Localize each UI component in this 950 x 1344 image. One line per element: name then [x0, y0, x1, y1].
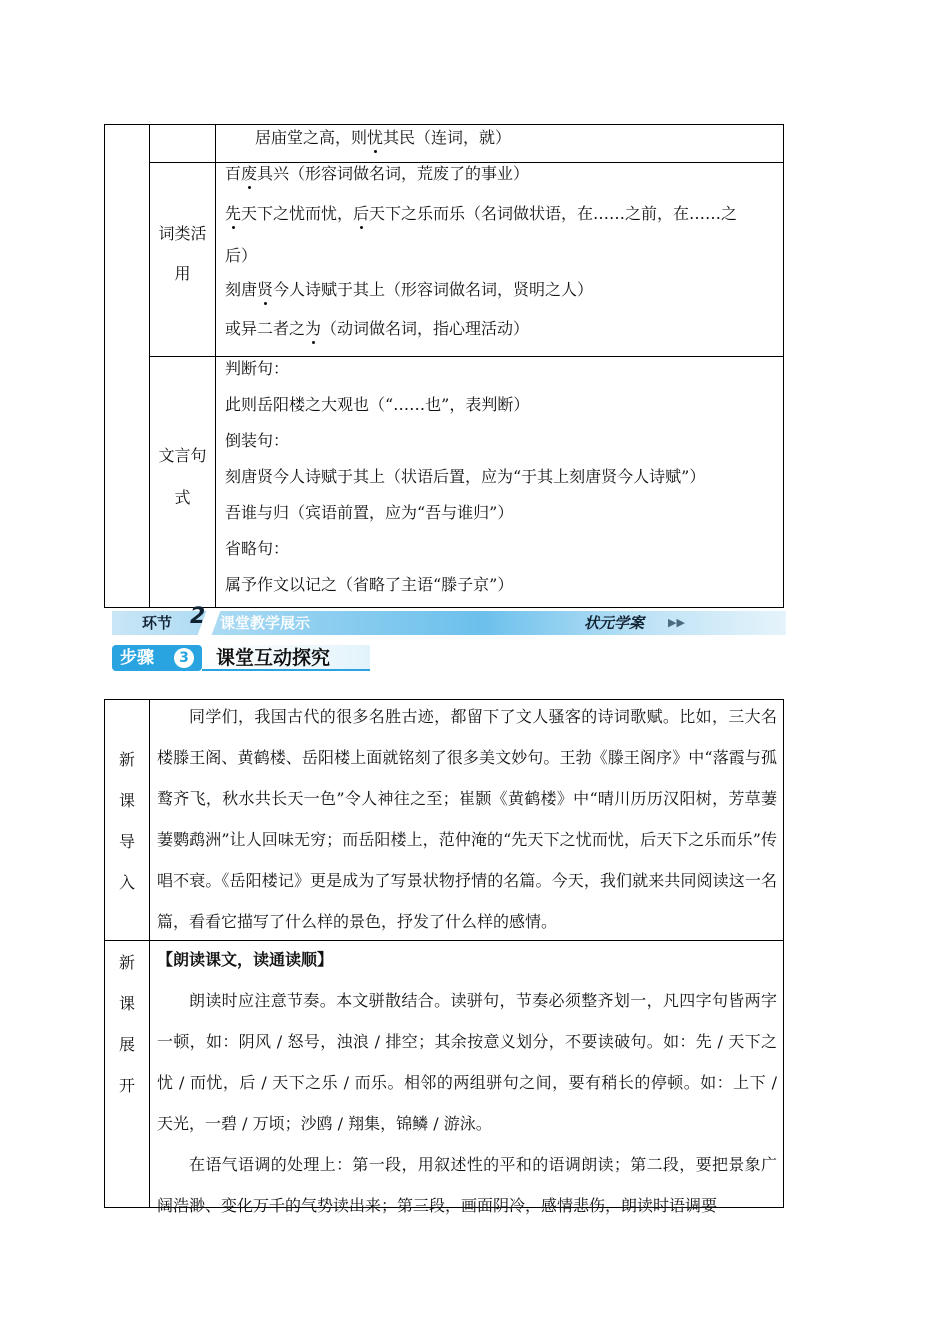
table-cell-text: 后） [225, 246, 258, 265]
row-label-char: 课 [118, 994, 135, 1013]
intro-paragraph: 同学们，我国古代的很多名胜古迹，都留下了文人骚客的诗词歌赋。比如，三大名楼滕王阁、黄鹤楼、岳阳楼上面就铭刻了很多美文妙句。王勃《滕王阁序》中“落霞与孤鹜齐飞，秋水共长天一色”令人神往之至；崔颢《黄鹤楼》中“晴川历历汉阳树，芳草萋萋鹦鹉洲”让人回味无穷；而岳阳楼上，范仲淹的“先天下之忧而忧，后天下之乐而乐”传唱不衰。《岳阳楼记》更是成为了写景状物抒情的名篇。今天，我们就来共同阅读这一名篇，看看它描写了什么样的景色，抒发了什么样的感情。 [157, 707, 777, 931]
develop-paragraph: 朗读时应注意节奏。本文骈散结合。读骈句，节奏必须整齐划一，凡四字句皆两字一顿，如：阴风 / 怒号，浊浪 / 排空；其余按意义划分，不要读破句。如：先 / 天下之忧 / 而忧，后 / 天下之乐 / 而乐。相邻的两组骈句之间，要有稍长的停顿。如：上下 / 天光，一碧 / 万顷；沙鸥 / 翔集，锦鳞 / 游泳。 [157, 991, 777, 1133]
banner-number: 2 [190, 604, 206, 629]
develop-heading: 【朗读课文，读通读顺】 [157, 950, 334, 969]
table-cell-text: 倒装句： [225, 431, 290, 450]
category-label: 词类活 [158, 224, 207, 243]
row-label-char: 展 [118, 1035, 135, 1054]
table-divider [215, 125, 216, 607]
table-cell-text: 先天下之忧而忧，后天下之乐而乐（名词做状语，在……之前，在……之 [225, 204, 738, 223]
category-label: 式 [174, 488, 191, 507]
table-cell-text: 刻唐贤今人诗赋于其上（状语后置，应为“于其上刻唐贤今人诗赋”） [225, 467, 706, 486]
table-cell-text: 属予作文以记之（省略了主语“滕子京”） [225, 575, 514, 594]
banner-prefix: 环节 [142, 614, 173, 632]
table-divider [149, 125, 150, 607]
category-label: 用 [174, 264, 191, 283]
table-cell-text: 居庙堂之高，则忧其民（连词，就） [255, 128, 512, 147]
step-banner [112, 643, 370, 673]
row-label-char: 导 [118, 832, 135, 851]
table-cell-text: 百废具兴（形容词做名词，荒废了的事业） [225, 164, 530, 183]
table-cell-text: 刻唐贤今人诗赋于其上（形容词做名词，贤明之人） [225, 280, 594, 299]
grammar-table [104, 124, 784, 608]
table-cell-text: 判断句： [225, 359, 290, 378]
banner-title: 课堂教学展示 [220, 614, 311, 632]
step-number: 3 [174, 648, 194, 668]
row-label-char: 入 [118, 873, 135, 892]
table-cell-text: 或异二者之为（动词做名词，指心理活动） [225, 319, 530, 338]
table-cell-text: 吾谁与归（宾语前置，应为“吾与谁归”） [225, 503, 514, 522]
row-label-char: 开 [118, 1076, 135, 1095]
table-cell-text: 此则岳阳楼之大观也（“……也”，表判断） [225, 395, 530, 414]
develop-paragraph: 在语气语调的处理上：第一段，用叙述性的平和的语调朗读；第二段，要把景象广阔浩渺、变化万千的气势读出来；第三段，画面阴冷，感情悲伤，朗读时语调要 [157, 1155, 777, 1215]
row-label-char: 课 [118, 791, 135, 810]
intro-text [157, 696, 777, 942]
brand-label: 状元学案 [584, 614, 645, 632]
lesson-table [104, 699, 784, 1215]
table-cell-text: 省略句： [225, 539, 290, 558]
step-label: 步骤 [120, 648, 154, 668]
arrow-icon: ▶▶ [668, 616, 685, 629]
step-title: 课堂互动探究 [202, 645, 370, 671]
category-label: 文言句 [158, 446, 207, 465]
row-label-char: 新 [118, 750, 135, 769]
row-label-char: 新 [118, 953, 135, 972]
table-divider [149, 700, 150, 1207]
table-row-divider [149, 356, 783, 357]
develop-text [157, 939, 777, 1226]
section-banner [112, 604, 786, 635]
